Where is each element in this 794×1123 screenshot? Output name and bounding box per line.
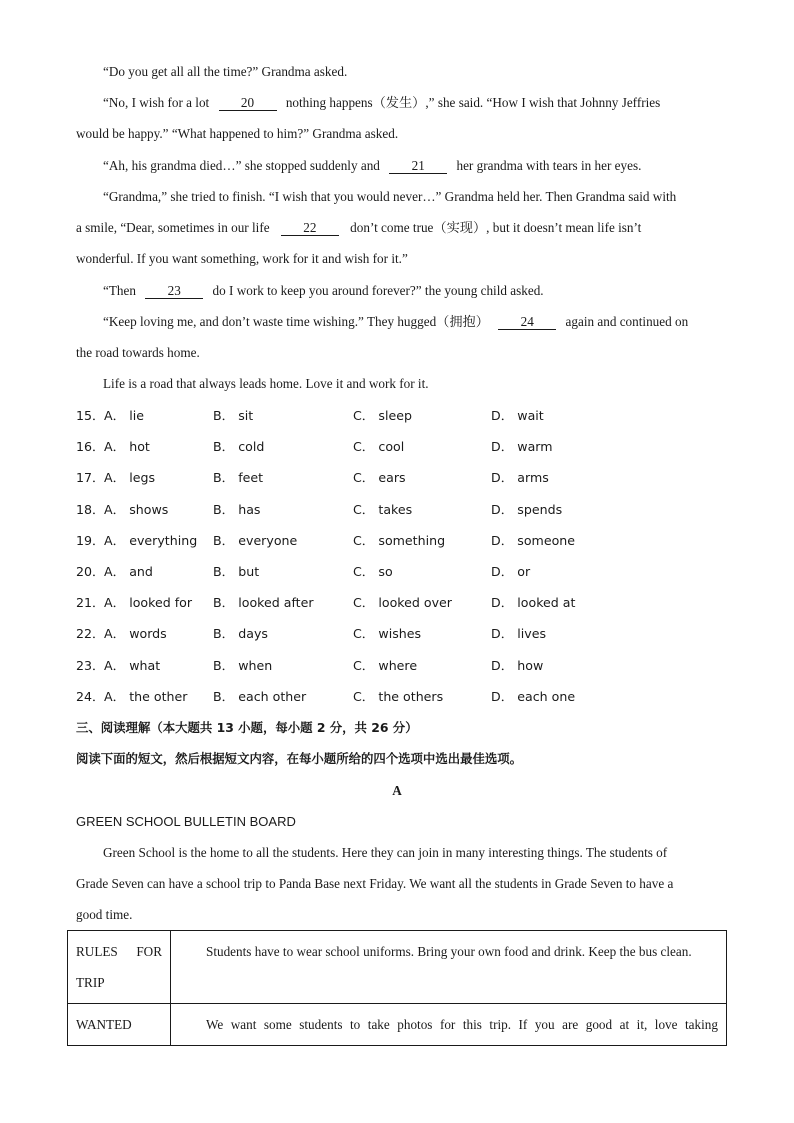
story-text: nothing happens（发生）,” she said. “How I wish that Johnny Jeffries [285,95,661,110]
question-number: 17． [76,470,105,486]
option-b[interactable]: B． when [213,657,273,673]
story-text: “Then [103,283,136,298]
table-cell-text: Students have to wear school uniforms. Bring your own food and drink. Keep the bus clean. [171,931,727,1004]
blank-24[interactable]: 24 [498,315,556,330]
option-row [76,494,736,525]
option-d[interactable]: D． warm [491,439,553,455]
question-number: 21． [76,595,105,611]
option-row [76,431,736,462]
option-d[interactable]: D． spends [491,501,563,517]
question-number: 24． [76,688,105,704]
bulletin-title: GREEN SCHOOL BULLETIN BOARD [76,814,296,829]
option-c[interactable]: C． takes [353,501,413,517]
table-cell-label: WANTED [68,1004,171,1046]
option-row [76,681,736,712]
story-paragraph-4-end: wonderful. If you want something, work for it and wish for it.” [76,251,408,266]
section-heading: 三、阅读理解（本大题共 13 小题，每小题 2 分，共 26 分） [76,720,418,735]
option-b[interactable]: B． has [213,501,261,517]
blank-23[interactable]: 23 [145,284,203,299]
option-a[interactable]: A． words [104,626,167,642]
option-a[interactable]: A． lie [104,408,144,423]
option-row [76,618,736,649]
option-d[interactable]: D． arms [491,470,549,486]
story-text: “Keep loving me, and don’t waste time wishing.” They hugged（拥抱） [103,314,489,329]
story-paragraph-6-cont: the road towards home. [76,345,200,360]
question-number: 15． [76,408,105,423]
option-b[interactable]: B． everyone [213,532,298,548]
option-c[interactable]: C． something [353,532,446,548]
option-b[interactable]: B． cold [213,439,265,455]
question-number: 22． [76,626,105,642]
option-a[interactable]: A． shows [104,501,169,517]
bulletin-intro-3: good time. [76,907,133,922]
option-a[interactable]: A． and [104,564,153,579]
option-b[interactable]: B． feet [213,470,264,486]
option-b[interactable]: B． each other [213,688,307,704]
story-text: do I work to keep you around forever?” the young child asked. [212,283,544,298]
bulletin-intro-1: Green School is the home to all the students. Here they can join in many interesting things. The students of [103,845,668,860]
table-row [68,931,727,1004]
option-a[interactable]: A． what [104,657,161,673]
passage-label: A [392,783,402,798]
option-row [76,650,736,681]
blank-22[interactable]: 22 [281,221,339,236]
option-b[interactable]: B． looked after [213,595,314,611]
blank-20[interactable]: 20 [219,96,277,111]
option-b[interactable]: B． days [213,626,268,642]
story-paragraph-5 [76,275,745,306]
option-a[interactable]: A． the other [104,688,188,704]
story-paragraph-1: “Do you get all all the time?” Grandma asked. [103,64,348,79]
option-d[interactable]: D． wait [491,408,544,423]
story-text: “Ah, his grandma died…” she stopped suddenly and [103,158,380,173]
option-d[interactable]: D． how [491,657,544,673]
story-paragraph-7: Life is a road that always leads home. Love it and work for it. [103,376,429,391]
option-d[interactable]: D． or [491,564,531,579]
story-text: again and continued on [565,314,689,329]
option-b[interactable]: B． but [213,564,260,579]
question-number: 20． [76,564,105,579]
bulletin-table [67,930,727,1046]
option-row [76,587,736,618]
story-text: don’t come true（实现）, but it doesn’t mean life isn’t [350,220,642,235]
section-instruction: 阅读下面的短文，然后根据短文内容，在每小题所给的四个选项中选出最佳选项。 [76,751,523,766]
table-cell-text: We want some students to take photos for this trip. If you are good at it, love taking [171,1004,727,1046]
option-a[interactable]: A． legs [104,470,156,486]
option-a[interactable]: A． looked for [104,595,193,611]
option-row [76,556,736,587]
option-row [76,525,736,556]
option-c[interactable]: C． wishes [353,626,422,642]
story-text: her grandma with tears in her eyes. [456,158,642,173]
option-a[interactable]: A． everything [104,532,198,548]
question-number: 18． [76,501,105,517]
option-c[interactable]: C． sleep [353,408,412,423]
story-text: a smile, “Dear, sometimes in our life [76,220,270,235]
bulletin-intro-2: Grade Seven can have a school trip to Panda Base next Friday. We want all the students in Grade Seven to have a [76,876,674,891]
option-d[interactable]: D． lives [491,626,547,642]
story-text: “No, I wish for a lot [103,95,210,110]
option-c[interactable]: C． cool [353,439,405,455]
story-paragraph-4: “Grandma,” she tried to finish. “I wish that you would never…” Grandma held her. Then Grandma said with [103,189,677,204]
story-paragraph-6 [76,306,745,337]
blank-21[interactable]: 21 [389,159,447,174]
option-d[interactable]: D． looked at [491,595,576,611]
option-c[interactable]: C． so [353,564,393,579]
option-c[interactable]: C． where [353,657,418,673]
option-c[interactable]: C． ears [353,470,406,486]
option-d[interactable]: D． someone [491,532,576,548]
option-b[interactable]: B． sit [213,408,254,423]
option-row [76,462,736,493]
option-c[interactable]: C． looked over [353,595,452,611]
question-number: 19． [76,532,105,548]
option-a[interactable]: A． hot [104,439,150,455]
story-paragraph-2 [76,87,745,118]
option-c[interactable]: C． the others [353,688,444,704]
option-row [76,400,736,431]
option-d[interactable]: D． each one [491,688,576,704]
question-number: 16． [76,439,105,455]
table-row [68,1004,727,1046]
story-paragraph-3 [76,150,745,181]
story-paragraph-2-cont: would be happy.” “What happened to him?” Grandma asked. [76,126,399,141]
table-cell-label: RULES FOR TRIP [68,931,171,1004]
question-number: 23． [76,657,105,673]
story-paragraph-4-cont [76,212,718,243]
